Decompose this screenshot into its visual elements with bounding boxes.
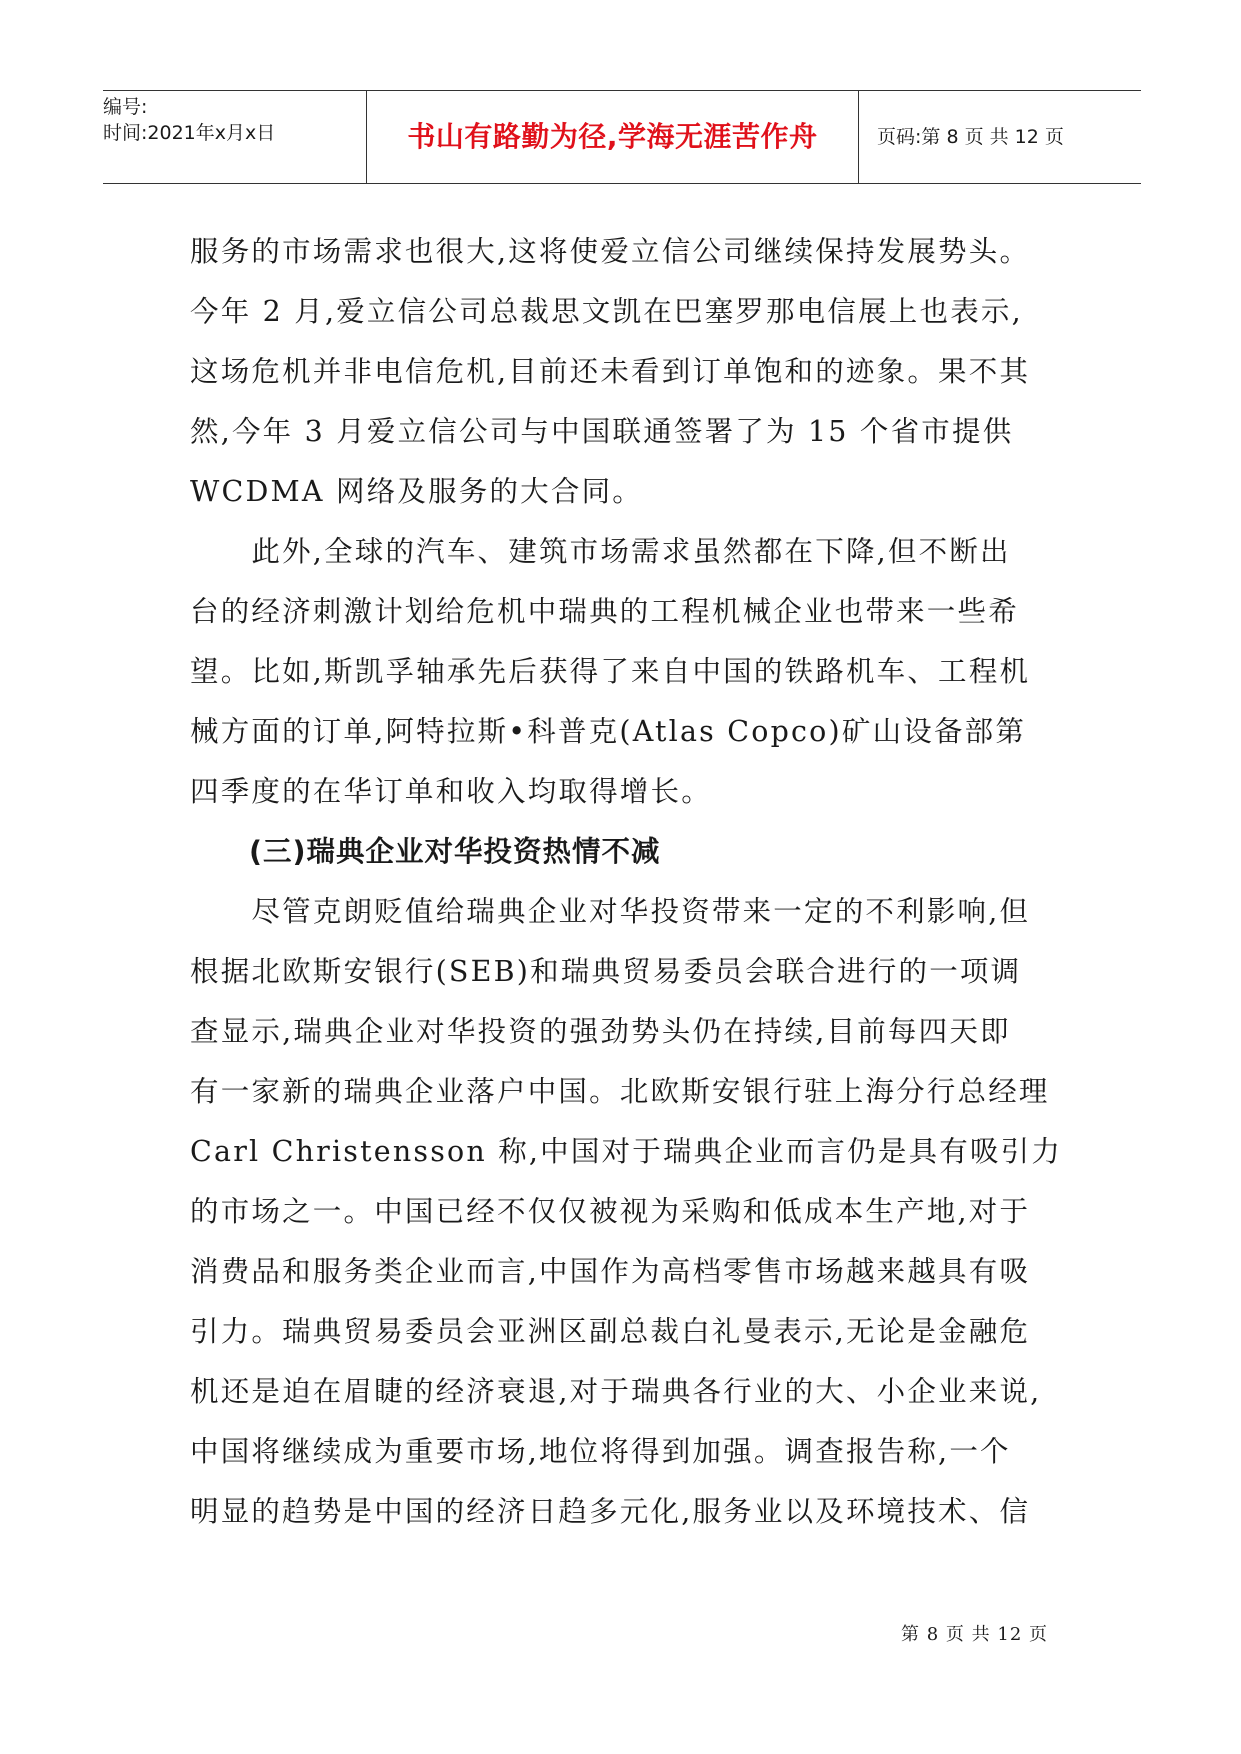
body-line: 尽管克朗贬值给瑞典企业对华投资带来一定的不利影响,但 (190, 895, 1031, 928)
body-line: 根据北欧斯安银行(SEB)和瑞典贸易委员会联合进行的一项调 (190, 955, 1022, 988)
body-line: Carl Christensson 称,中国对于瑞典企业而言仍是具有吸引力 (190, 1135, 1063, 1168)
header-page-number: 页码:第 8 页 共 12 页 (877, 126, 1064, 148)
page-footer: 第 8 页 共 12 页 (901, 1624, 1048, 1645)
body-line: 有一家新的瑞典企业落户中国。北欧斯安银行驻上海分行总经理 (190, 1075, 1050, 1108)
body-line: 机还是迫在眉睫的经济衰退,对于瑞典各行业的大、小企业来说, (190, 1375, 1042, 1408)
section-heading: (三)瑞典企业对华投资热情不减 (190, 835, 661, 868)
body-line: 明显的趋势是中国的经济日趋多元化,服务业以及环境技术、信 (190, 1495, 1031, 1528)
body-line: 望。比如,斯凯孚轴承先后获得了来自中国的铁路机车、工程机 (190, 655, 1031, 688)
document-time-label: 时间:2021年x月x日 (103, 122, 276, 144)
body-line: 四季度的在华订单和收入均取得增长。 (190, 775, 712, 808)
body-line: 引力。瑞典贸易委员会亚洲区副总裁白礼曼表示,无论是金融危 (190, 1315, 1031, 1348)
body-line: 台的经济刺激计划给危机中瑞典的工程机械企业也带来一些希 (190, 595, 1019, 628)
body-line: 消费品和服务类企业而言,中国作为高档零售市场越来越具有吸 (190, 1255, 1031, 1288)
body-line: 械方面的订单,阿特拉斯•科普克(Atlas Copco)矿山设备部第 (190, 715, 1027, 748)
body-line: 然,今年 3 月爱立信公司与中国联通签署了为 15 个省市提供 (190, 415, 1014, 448)
body-line: 这场危机并非电信危机,目前还未看到订单饱和的迹象。果不其 (190, 355, 1031, 388)
body-line: 今年 2 月,爱立信公司总裁思文凯在巴塞罗那电信展上也表示, (190, 295, 1023, 328)
body-line: 查显示,瑞典企业对华投资的强劲势头仍在持续,目前每四天即 (190, 1015, 1011, 1048)
header-meta (103, 91, 366, 183)
document-body (190, 222, 1063, 1542)
header-motto-cell (366, 91, 859, 183)
body-line: 中国将继续成为重要市场,地位将得到加强。调查报告称,一个 (190, 1435, 1011, 1468)
body-line: WCDMA 网络及服务的大合同。 (190, 475, 643, 508)
body-line: 此外,全球的汽车、建筑市场需求虽然都在下降,但不断出 (190, 535, 1011, 568)
body-line: 服务的市场需求也很大,这将使爱立信公司继续保持发展势头。 (190, 235, 1031, 268)
page-header (103, 90, 1141, 184)
document-number-label: 编号: (103, 96, 148, 118)
body-line: 的市场之一。中国已经不仅仅被视为采购和低成本生产地,对于 (190, 1195, 1031, 1228)
header-motto: 书山有路勤为径,学海无涯苦作舟 (407, 120, 818, 153)
